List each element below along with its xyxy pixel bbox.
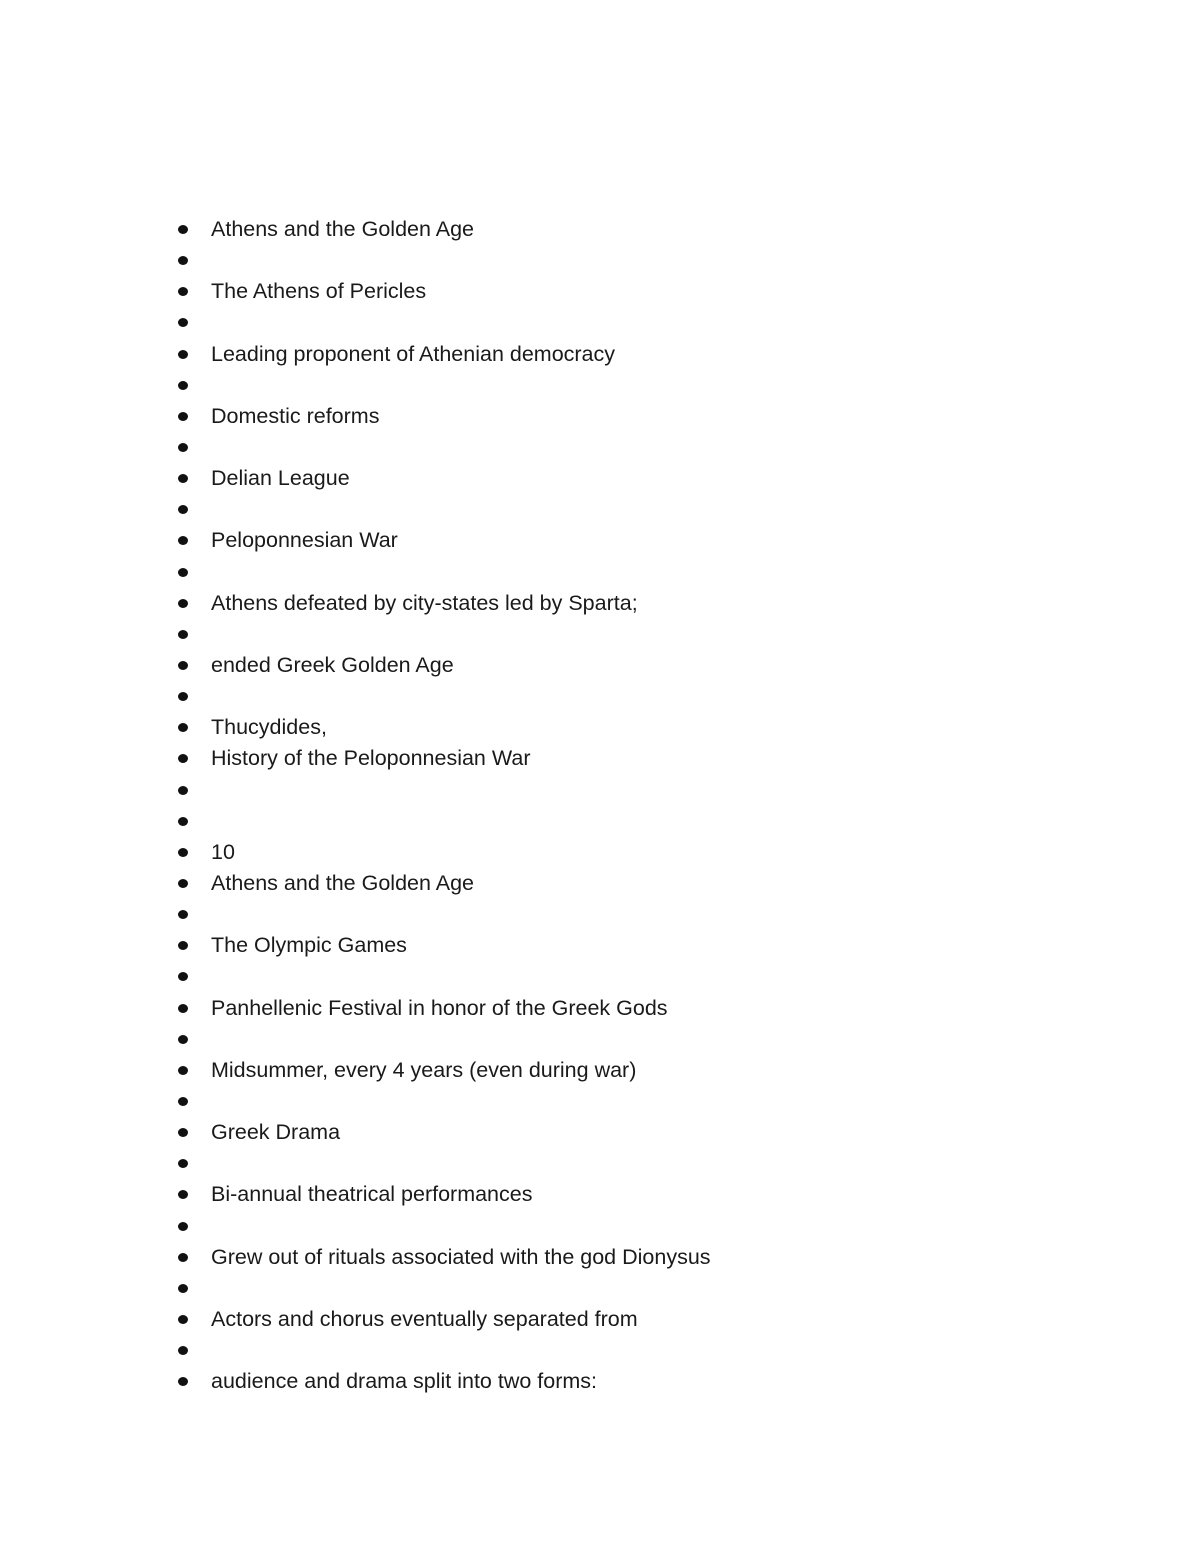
bullet-icon xyxy=(178,568,188,577)
bullet-icon xyxy=(178,723,188,732)
bullet-icon xyxy=(178,474,188,483)
bullet-icon xyxy=(178,817,188,826)
bullet-icon xyxy=(178,381,188,390)
list-item xyxy=(176,650,1076,681)
list-item xyxy=(176,712,1076,743)
list-item xyxy=(176,868,1076,899)
bullet-icon xyxy=(178,536,188,545)
bullet-icon xyxy=(178,1035,188,1044)
list-item-text: Athens defeated by city-states led by Sparta; xyxy=(211,590,638,615)
list-item xyxy=(176,961,1076,992)
list-item-text: Panhellenic Festival in honor of the Greek Gods xyxy=(211,995,668,1020)
bullet-icon xyxy=(178,1284,188,1293)
list-item xyxy=(176,307,1076,338)
bullet-icon xyxy=(178,1004,188,1013)
list-item xyxy=(176,1211,1076,1242)
list-item-text: Actors and chorus eventually separated from xyxy=(211,1306,638,1331)
list-item-text: Domestic reforms xyxy=(211,403,380,428)
bullet-icon xyxy=(178,848,188,857)
list-item-text: Bi-annual theatrical performances xyxy=(211,1182,533,1207)
list-item xyxy=(176,899,1076,930)
list-item xyxy=(176,588,1076,619)
list-item-text: History of the Peloponnesian War xyxy=(211,746,531,771)
bullet-icon xyxy=(178,1066,188,1075)
list-item-text: audience and drama split into two forms: xyxy=(211,1369,598,1394)
list-item xyxy=(176,370,1076,401)
list-item xyxy=(176,1179,1076,1210)
bullet-icon xyxy=(178,1128,188,1137)
bullet-icon xyxy=(178,786,188,795)
list-item xyxy=(176,276,1076,307)
list-item xyxy=(176,245,1076,276)
bullet-icon xyxy=(178,443,188,452)
bullet-icon xyxy=(178,1190,188,1199)
list-item-text: ended Greek Golden Age xyxy=(211,652,454,677)
list-item xyxy=(176,1024,1076,1055)
list-item xyxy=(176,1242,1076,1273)
list-item xyxy=(176,463,1076,494)
list-item-text: Thucydides, xyxy=(211,715,327,740)
list-item-text: Delian League xyxy=(211,466,350,491)
list-item-text: Leading proponent of Athenian democracy xyxy=(211,341,616,366)
list-item xyxy=(176,1366,1076,1397)
list-item-text: Grew out of rituals associated with the god Dionysus xyxy=(211,1244,711,1269)
list-item xyxy=(176,1117,1076,1148)
list-item xyxy=(176,432,1076,463)
bullet-icon xyxy=(178,879,188,888)
list-item xyxy=(176,494,1076,525)
bullet-icon xyxy=(178,225,188,234)
list-item xyxy=(176,1335,1076,1366)
bullet-icon xyxy=(178,754,188,763)
bullet-icon xyxy=(178,910,188,919)
list-item xyxy=(176,339,1076,370)
list-item xyxy=(176,837,1076,868)
list-item xyxy=(176,525,1076,556)
list-item xyxy=(176,775,1076,806)
list-item xyxy=(176,1055,1076,1086)
list-item xyxy=(176,1148,1076,1179)
list-item xyxy=(176,993,1076,1024)
list-item xyxy=(176,681,1076,712)
bullet-icon xyxy=(178,692,188,701)
list-item xyxy=(176,557,1076,588)
list-item-text: Athens and the Golden Age xyxy=(211,217,474,241)
bullet-icon xyxy=(178,599,188,608)
list-item xyxy=(176,930,1076,961)
list-item xyxy=(176,743,1076,774)
list-item-text: Athens and the Golden Age xyxy=(211,870,474,895)
list-item-text: Midsummer, every 4 years (even during war) xyxy=(211,1057,637,1082)
bullet-list xyxy=(176,214,1076,1397)
list-item xyxy=(176,619,1076,650)
bullet-icon xyxy=(178,256,188,265)
bullet-icon xyxy=(178,287,188,296)
list-item xyxy=(176,1304,1076,1335)
list-item xyxy=(176,214,1076,245)
list-item-text: The Olympic Games xyxy=(211,933,407,958)
list-item xyxy=(176,806,1076,837)
bullet-icon xyxy=(178,412,188,421)
bullet-icon xyxy=(178,661,188,670)
list-item xyxy=(176,1273,1076,1304)
list-item-text: Peloponnesian War xyxy=(211,528,398,553)
bullet-icon xyxy=(178,1346,188,1355)
bullet-icon xyxy=(178,1222,188,1231)
list-item-text: 10 xyxy=(211,839,235,864)
bullet-icon xyxy=(178,505,188,514)
bullet-icon xyxy=(178,630,188,639)
list-item xyxy=(176,1086,1076,1117)
bullet-icon xyxy=(178,1097,188,1106)
list-item-text: Greek Drama xyxy=(211,1120,341,1145)
bullet-icon xyxy=(178,1253,188,1262)
bullet-icon xyxy=(178,318,188,327)
list-item xyxy=(176,401,1076,432)
bullet-icon xyxy=(178,1315,188,1324)
bullet-icon xyxy=(178,972,188,981)
bullet-icon xyxy=(178,1377,188,1386)
bullet-icon xyxy=(178,941,188,950)
list-item-text: The Athens of Pericles xyxy=(211,279,427,304)
bullet-icon xyxy=(178,1159,188,1168)
bullet-icon xyxy=(178,350,188,359)
